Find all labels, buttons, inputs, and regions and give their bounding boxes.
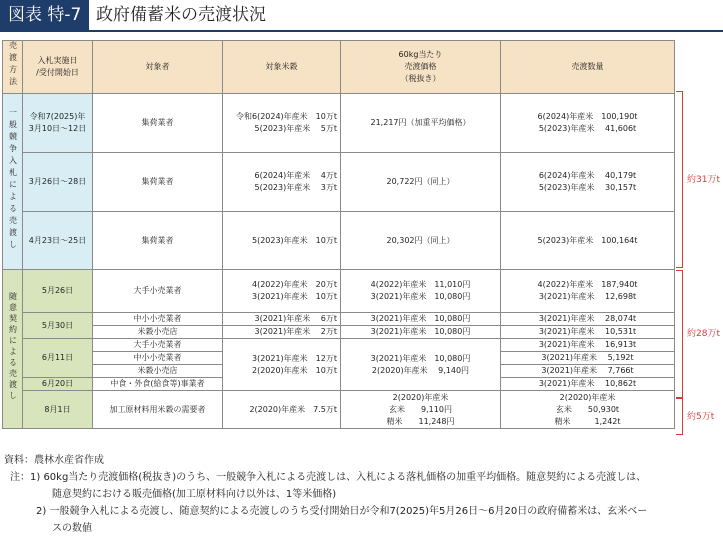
contract-total-brace xyxy=(676,270,683,398)
group-auction: 一般競争入札による売渡し xyxy=(3,94,23,270)
date-cell: 5月30日 xyxy=(23,313,93,339)
target-cell: 中小小売業者 xyxy=(93,313,223,326)
date-cell: 8月1日 xyxy=(23,391,93,429)
price-cell: 4(2022)年産米 11,010円 3(2021)年産米 10,080円 xyxy=(341,270,501,313)
price-cell: 20,302円（同上） xyxy=(341,212,501,270)
rice-cell: 3(2021)年産米 6万t xyxy=(223,313,341,326)
qty-cell: 3(2021)年産米 16,913t xyxy=(501,339,675,352)
target-cell: 集荷業者 xyxy=(93,94,223,153)
footnotes xyxy=(4,452,719,537)
col-price-header: 60kg当たり 売渡価格 （税抜き） xyxy=(341,41,501,94)
table-row xyxy=(3,313,675,326)
qty-cell: 3(2021)年産米 7,766t xyxy=(501,365,675,378)
price-cell: 21,217円（加重平均価格） xyxy=(341,94,501,153)
target-cell: 大手小売業者 xyxy=(93,339,223,352)
table-header-row xyxy=(3,41,675,94)
price-cell: 3(2021)年産米 10,080円 xyxy=(341,313,501,326)
table-row xyxy=(3,339,675,352)
qty-cell: 3(2021)年産米 28,074t xyxy=(501,313,675,326)
processing-total-label: 約5万t xyxy=(687,412,715,422)
price-cell: 2(2020)年産米 玄米 9,110円 精米 11,248円 xyxy=(341,391,501,429)
price-cell: 20,722円（同上） xyxy=(341,153,501,212)
table-row xyxy=(3,391,675,429)
qty-cell: 5(2023)年産米 100,164t xyxy=(501,212,675,270)
date-cell: 6月20日 xyxy=(23,378,93,391)
auction-total-label: 約31万t xyxy=(687,175,720,185)
target-cell: 集荷業者 xyxy=(93,212,223,270)
table-row xyxy=(3,212,675,270)
table-row xyxy=(3,153,675,212)
target-cell: 中食・外食(給食等)事業者 xyxy=(93,378,223,391)
target-cell: 集荷業者 xyxy=(93,153,223,212)
rice-cell: 令和6(2024)年産米 10万t 5(2023)年産米 5万t xyxy=(223,94,341,153)
table-row xyxy=(3,326,675,339)
qty-cell: 3(2021)年産米 10,531t xyxy=(501,326,675,339)
qty-cell: 3(2021)年産米 5,192t xyxy=(501,352,675,365)
figure-label: 図表 特-7 xyxy=(0,0,89,30)
qty-cell: 4(2022)年産米 187,940t 3(2021)年産米 12,698t xyxy=(501,270,675,313)
target-cell: 大手小売業者 xyxy=(93,270,223,313)
rice-cell: 3(2021)年産米 12万t 2(2020)年産米 10万t xyxy=(223,339,341,391)
date-cell: 3月26日～28日 xyxy=(23,153,93,212)
note-1-cont: 随意契約における販売価格(加工原材料向け以外は、1等米価格) xyxy=(52,489,337,500)
target-cell: 中小小売業者 xyxy=(93,352,223,365)
note-2: 2) 一般競争入札による売渡し、随意契約による売渡しのうち受付開始日が令和7(2025)年5月26日～6月20日の政府備蓄米は、玄米ベー xyxy=(36,506,648,517)
col-date-header: 入札実施日 /受付開始日 xyxy=(23,41,93,94)
figure-header xyxy=(0,0,723,32)
contract-total-label: 約28万t xyxy=(687,329,720,339)
source-note: 資料：農林水産省作成 xyxy=(4,455,104,466)
group-contract: 随意契約による売渡し xyxy=(3,270,23,429)
rice-cell: 3(2021)年産米 2万t xyxy=(223,326,341,339)
price-cell: 3(2021)年産米 10,080円 xyxy=(341,326,501,339)
date-cell: 6月11日 xyxy=(23,339,93,378)
table-row xyxy=(3,94,675,153)
qty-cell: 6(2024)年産米 100,190t 5(2023)年産米 41,606t xyxy=(501,94,675,153)
processing-total-brace xyxy=(676,398,683,435)
auction-total-brace xyxy=(676,91,683,268)
price-cell: 3(2021)年産米 10,080円 2(2020)年産米 9,140円 xyxy=(341,339,501,391)
qty-cell: 3(2021)年産米 10,862t xyxy=(501,378,675,391)
col-rice-header: 対象米穀 xyxy=(223,41,341,94)
note-2-cont: スの数値 xyxy=(52,523,92,534)
qty-cell: 2(2020)年産米 玄米 50,930t 精米 1,242t xyxy=(501,391,675,429)
col-method-header: 売渡方法 xyxy=(3,41,23,94)
qty-cell: 6(2024)年産米 40,179t 5(2023)年産米 30,157t xyxy=(501,153,675,212)
rice-cell: 6(2024)年産米 4万t 5(2023)年産米 3万t xyxy=(223,153,341,212)
target-cell: 加工原材料用米穀の需要者 xyxy=(93,391,223,429)
rice-cell: 2(2020)年産米 7.5万t xyxy=(223,391,341,429)
date-cell: 令和7(2025)年 3月10日～12日 xyxy=(23,94,93,153)
col-target-header: 対象者 xyxy=(93,41,223,94)
rice-cell: 5(2023)年産米 10万t xyxy=(223,212,341,270)
note-1: 注：1) 60kg当たり売渡価格(税抜き)のうち、一般競争入札による売渡しは、入札による落札価格の加重平均価格。随意契約による売渡しは、 xyxy=(10,472,647,483)
rice-cell: 4(2022)年産米 20万t 3(2021)年産米 10万t xyxy=(223,270,341,313)
sales-table xyxy=(2,40,675,429)
table-row xyxy=(3,270,675,313)
date-cell: 5月26日 xyxy=(23,270,93,313)
figure-title: 政府備蓄米の売渡状況 xyxy=(96,5,266,25)
target-cell: 米穀小売店 xyxy=(93,326,223,339)
target-cell: 米穀小売店 xyxy=(93,365,223,378)
col-qty-header: 売渡数量 xyxy=(501,41,675,94)
date-cell: 4月23日～25日 xyxy=(23,212,93,270)
